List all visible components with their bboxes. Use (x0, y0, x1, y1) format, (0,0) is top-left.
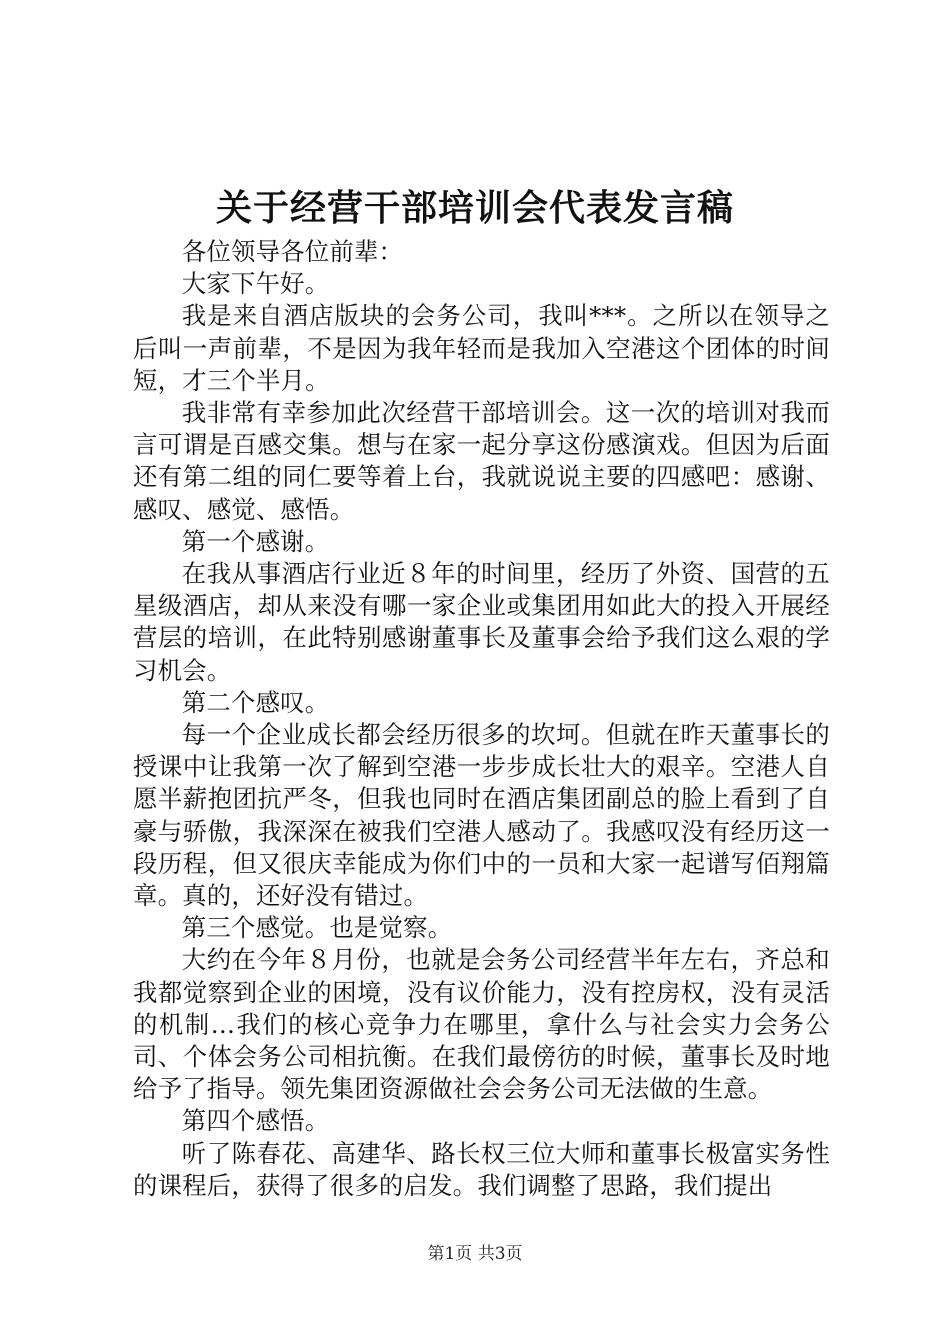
paragraph-overview: 我非常有幸参加此次经营干部培训会。这一次的培训对我而言可谓是百感交集。想与在家一起分享这份感演戏。但因为后面还有第二组的同仁要等着上台，我就说说主要的四感吧：感谢、感叹、感觉、感悟。 (133, 398, 830, 524)
paragraph-introduction: 我是来自酒店版块的会务公司，我叫***。之所以在领导之后叫一声前辈，不是因为我年轻而是我加入空港这个团体的时间短，才三个半月。 (133, 301, 830, 395)
paragraph-thanks: 在我从事酒店行业近８年的时间里，经历了外资、国营的五星级酒店，却从来没有哪一家企业或集团用如此大的投入开展经营层的培训，在此特别感谢董事长及董事会给予我们这么艰的学习机会。 (133, 559, 830, 685)
document-body (133, 236, 830, 1202)
page-footer: 第1页 共3页 (427, 1244, 523, 1264)
paragraph-heading-thanks: 第一个感谢。 (181, 526, 330, 556)
paragraph-feeling: 大约在今年８月份，也就是会务公司经营半年左右，齐总和我都觉察到企业的困境，没有议价能力，没有控房权，没有灵活的机制…我们的核心竞争力在哪里，拿什么与社会实力会务公司、个体会务公司相抗衡。在我们最傍彷的时候，董事长及时地给予了指导。领先集团资源做社会会务公司无法做的生意。 (133, 945, 830, 1104)
paragraph-insight: 听了陈春花、高建华、路长权三位大师和董事长极富实务性的课程后，获得了很多的启发。我们调整了思路，我们提出 (133, 1138, 830, 1200)
paragraph-heading-feeling: 第三个感觉。也是觉察。 (181, 913, 453, 943)
paragraph-salutation: 大家下午好。 (181, 269, 330, 299)
document-title: 关于经营干部培训会代表发言稿 (215, 187, 734, 229)
paragraph-greeting: 各位领导各位前辈： (181, 237, 404, 266)
paragraph-sigh: 每一个企业成长都会经历很多的坎坷。但就在昨天董事长的授课中让我第一次了解到空港一步步成长壮大的艰辛。空港人自愿半薪抱团抗严冬，但我也同时在酒店集团副总的脸上看到了自豪与骄傲，我深深在被我们空港人感动了。我感叹没有经历这一段历程，但又很庆幸能成为你们中的一员和大家一起谱写佰翔篇章。真的，还好没有错过。 (133, 720, 830, 911)
paragraph-heading-insight: 第四个感悟。 (181, 1106, 330, 1136)
paragraph-heading-sigh: 第二个感叹。 (181, 687, 330, 717)
